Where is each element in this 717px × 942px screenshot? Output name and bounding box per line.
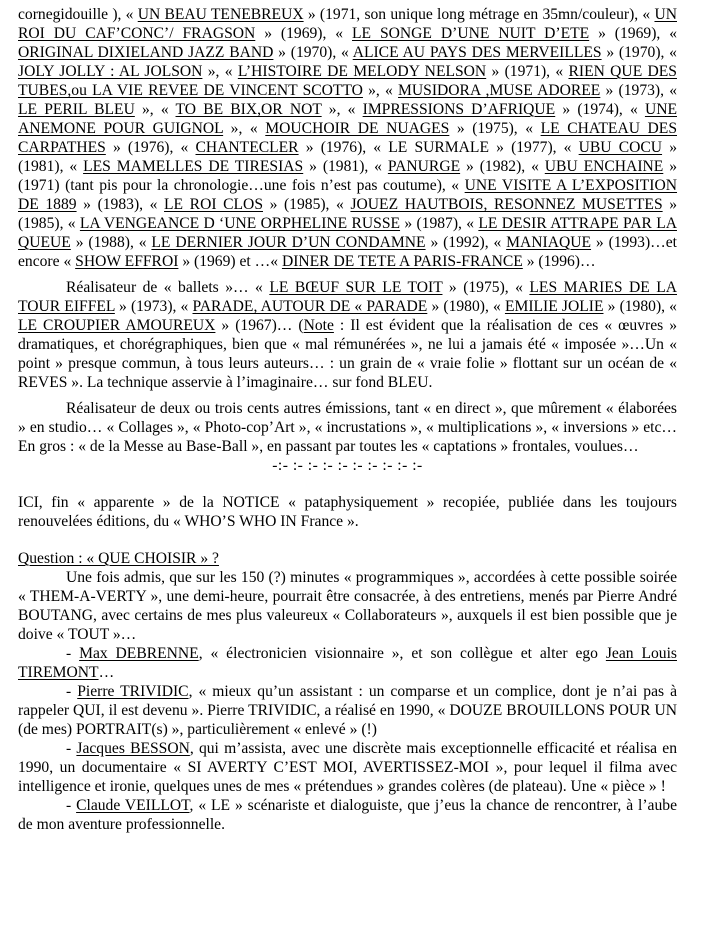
text-run: -	[66, 797, 77, 814]
text-run: , « électronicien visionnaire », et son collègue et alter ego	[198, 645, 606, 662]
underlined-title: LA VENGEANCE D ‘UNE ORPHELINE RUSSE	[79, 215, 401, 232]
underlined-title: Jacques BESSON	[76, 740, 190, 757]
underlined-title: Claude VEILLOT	[76, 797, 190, 814]
text-run: ICI, fin « apparente » de la NOTICE « pataphysiquement » recopiée, publiée dans les toujours renouvelées éditions, du « WHO’S WHO IN France ».	[18, 494, 677, 530]
underlined-title: RIEN QUE DES TUBES,ou LA VIE REVEE DE VINCENT SCOTTO	[18, 63, 677, 99]
underlined-title: JOLY JOLLY : AL JOLSON	[18, 63, 203, 80]
text-run: » (1969), «	[255, 25, 353, 42]
text-run: » (1970), «	[273, 44, 353, 61]
text-run: Réalisateur de « ballets »… «	[66, 279, 270, 296]
underlined-title: LE CHATEAU DES CARPATHES	[18, 120, 677, 156]
text-run: » (1980), «	[603, 298, 677, 315]
broadcasts-paragraph	[18, 399, 677, 456]
text-run: », «	[134, 101, 176, 118]
section-separator: -:- :- :- :- :- :- :- :- :- :-	[272, 457, 423, 474]
text-run: » (1980), «	[427, 298, 505, 315]
underlined-title: LE SONGE D’UNE NUIT D’ETE	[352, 25, 590, 42]
underlined-title: DINER DE TETE A PARIS-FRANCE	[281, 253, 523, 270]
underlined-title: UNE VISITE A L’EXPOSITION DE 1889	[18, 177, 678, 213]
underlined-title: IMPRESSIONS D’AFRIQUE	[362, 101, 556, 118]
underlined-title: PANURGE	[387, 158, 461, 175]
text-run: » (1975), «	[442, 279, 530, 296]
interviews-paragraph	[18, 568, 677, 644]
text-run: , « LE » scénariste et dialoguiste, que j’eus la chance de rencontrer, à l’aube de mon aventure professionnelle.	[18, 797, 677, 833]
underlined-title: LE DESIR ATTRAPE PAR LA QUEUE	[18, 215, 677, 251]
question-heading	[18, 549, 677, 568]
underlined-title: EMILIE JOLIE	[504, 298, 604, 315]
text-run: » (1996)…	[522, 253, 596, 270]
text-run: : Il est évident que la réalisation de ces « œuvres » dramatiques, et chorégraphiques, bien que « mal rémunérées », ne lui a jamais été « imposée »…Un « point » presque commun, à tous leurs auteurs… : un grain de « vraie folie » flottant sur un océan de « REVES ». La technique asservie à l’imaginaire… sur fond BLEU.	[18, 317, 678, 391]
text-run: …	[98, 664, 115, 681]
underlined-title: Note	[303, 317, 334, 334]
underlined-title: LES MAMELLES DE TIRESIAS	[83, 158, 304, 175]
text-run: » (1981), «	[18, 139, 677, 175]
underlined-title: LE PERIL BLEU	[18, 101, 135, 118]
underlined-title: Max DEBRENNE	[79, 645, 199, 662]
underlined-title: UNE ANEMONE POUR GUIGNOL	[18, 101, 677, 137]
underlined-title: UBU ENCHAINE	[544, 158, 664, 175]
text-run: », «	[223, 120, 266, 137]
underlined-title: ALICE AU PAYS DES MERVEILLES	[352, 44, 602, 61]
underlined-title: CHANTECLER	[195, 139, 299, 156]
notice-end-paragraph	[18, 493, 677, 531]
text-run: -	[66, 740, 77, 757]
text-run: » (1973), «	[114, 298, 193, 315]
text-run: cornegidouille ), «	[18, 6, 138, 23]
text-run: » (1976), « LE SURMALE » (1977), «	[298, 139, 579, 156]
text-run: Réalisateur de deux ou trois cents autres émissions, tant « en direct », que mûrement « élaborées » en studio… « Collages », « Photo-cop’Art », « incrustations », « multiplications », « inversions » etc…En gros : « de la Messe au Base-Ball », en passant par toutes les « captations » frontales, voulues…	[18, 400, 677, 455]
underlined-title: SHOW EFFROI	[75, 253, 179, 270]
text-run: -	[66, 645, 80, 662]
text-run: -	[66, 683, 78, 700]
text-run: » (1983), «	[76, 196, 165, 213]
underlined-title: PARADE, AUTOUR DE « PARADE	[192, 298, 428, 315]
text-run: » (1971), «	[486, 63, 569, 80]
ballets-paragraph	[18, 278, 677, 392]
text-run: » (1974), «	[555, 101, 645, 118]
text-run: » (1967)… (	[215, 317, 304, 334]
underlined-title: LE ROI CLOS	[164, 196, 263, 213]
text-run: » (1970), «	[601, 44, 677, 61]
text-run: , « mieux qu’un assistant : un comparse et un complice, dont je n’ai pas à rappeler QUI, il est devenu ». Pierre TRIVIDIC, a réalisé en 1990, « DOUZE BROUILLONS POUR UN (de mes) PORTRAIT(s) », particulièrement « enlevé » (!)	[18, 683, 678, 738]
underlined-title: LE DERNIER JOUR D’UN CONDAMNE	[151, 234, 426, 251]
text-run: Une fois admis, que sur les 150 (?) minutes « programmiques », accordées à cette possible soirée « THEM-A-VERTY », une demi-heure, pourrait être consacrée, à des entretiens, menés par Pierre André BOUTANG, avec certains de mes plus valeureux « Collaborateurs », auxquels il est bien possible que je doive « TOUT »…	[18, 569, 677, 643]
text-run: » (1971, son unique long métrage en 35mn/couleur), «	[303, 6, 655, 23]
underlined-title: LE BŒUF SUR LE TOIT	[269, 279, 443, 296]
filmography-paragraph	[18, 5, 677, 271]
text-run: » (1985), «	[263, 196, 351, 213]
underlined-title: MUSIDORA ,MUSE ADOREE	[398, 82, 601, 99]
underlined-title: TO BE BIX,OR NOT	[175, 101, 322, 118]
text-run: » (1969), «	[589, 25, 677, 42]
underlined-title: UN BEAU TENEBREUX	[137, 6, 304, 23]
underlined-title: LES MARIES DE LA TOUR EIFFEL	[18, 279, 677, 315]
underlined-title: MOUCHOIR DE NUAGES	[265, 120, 450, 137]
text-run: » (1973), «	[600, 82, 677, 99]
question-text: Question : « QUE CHOISIR » ?	[18, 550, 219, 567]
underlined-title: L’HISTOIRE DE MELODY NELSON	[237, 63, 487, 80]
text-run: » (1981), «	[303, 158, 388, 175]
text-run: , qui m’assista, avec une discrète mais exceptionnelle efficacité et réalisa en 1990, un documentaire « SI AVERTY C’EST MOI, AVERTISSEZ-MOI », pour lequel il filma avec intelligence et ironie, quelques unes de mes « prétendues » grandes colères (de plateau). Une « pièce » !	[18, 740, 678, 795]
text-run: » (1976), «	[105, 139, 196, 156]
text-run: » (1993)…et encore «	[18, 234, 677, 270]
text-run: » (1971) (tant pis pour la chronologie…une fois n’est pas coutume), «	[18, 158, 677, 194]
underlined-title: UN ROI DU CAF’CONC’/ FRAGSON	[18, 6, 677, 42]
text-run: » (1975), «	[449, 120, 541, 137]
text-run: », «	[321, 101, 363, 118]
underlined-title: MANIAQUE	[506, 234, 592, 251]
text-run: » (1987), «	[400, 215, 479, 232]
underlined-title: UBU COCU	[578, 139, 663, 156]
text-run: », «	[202, 63, 238, 80]
text-run: » (1992), «	[425, 234, 507, 251]
underlined-title: Pierre TRIVIDIC	[77, 683, 189, 700]
underlined-title: Jean Louis TIREMONT	[18, 645, 677, 681]
text-run: » (1969) et …«	[178, 253, 282, 270]
underlined-title: LE CROUPIER AMOUREUX	[18, 317, 216, 334]
text-run: », «	[362, 82, 399, 99]
collaborator-besson	[18, 739, 677, 796]
collaborator-trividic	[18, 682, 677, 739]
text-run: » (1982), «	[460, 158, 545, 175]
collaborator-veillot	[18, 796, 677, 834]
underlined-title: JOUEZ HAUTBOIS, RESONNEZ MUSETTES	[350, 196, 663, 213]
underlined-title: ORIGINAL DIXIELAND JAZZ BAND	[18, 44, 274, 61]
text-run: » (1988), «	[70, 234, 152, 251]
collaborator-debrenne	[18, 644, 677, 682]
text-run: » (1985), «	[18, 196, 678, 232]
